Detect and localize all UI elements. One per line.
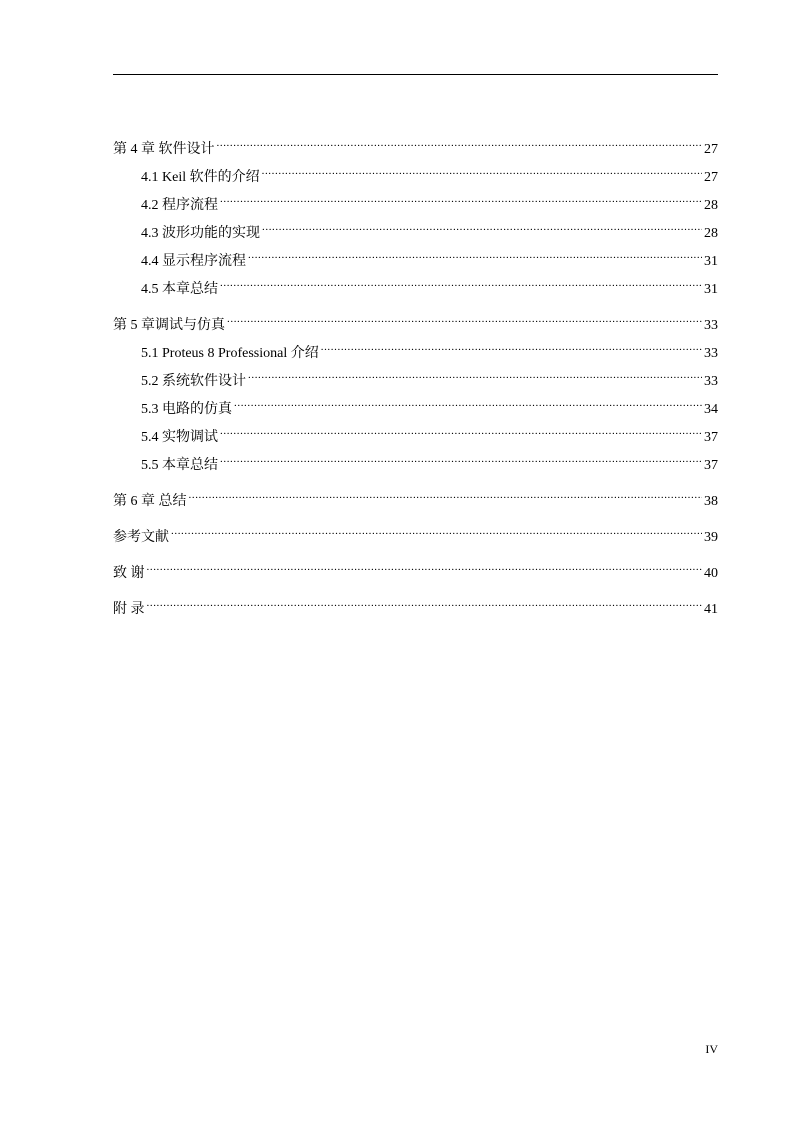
toc-entry-page: 27 [704, 142, 718, 157]
toc-section-entry[interactable] [113, 392, 718, 420]
toc-chapter-entry[interactable] [113, 556, 718, 584]
toc-entry-title: 4.4 显示程序流程 [141, 254, 246, 269]
toc-dot-leader [171, 520, 702, 541]
toc-dot-leader [248, 364, 702, 385]
toc-section-entry[interactable] [113, 336, 718, 364]
toc-section-entry[interactable] [113, 364, 718, 392]
toc-section-entry[interactable] [113, 272, 718, 300]
toc-entry-title: 4.3 波形功能的实现 [141, 226, 260, 241]
toc-entry-title: 4.2 程序流程 [141, 198, 218, 213]
toc-entry-title: 4.5 本章总结 [141, 282, 218, 297]
toc-entry-page: 34 [704, 402, 718, 417]
toc-entry-page: 28 [704, 226, 718, 241]
toc-entry-page: 33 [704, 318, 718, 333]
toc-dot-leader [227, 308, 702, 329]
toc-entry-title: 5.3 电路的仿真 [141, 402, 232, 417]
toc-chapter-entry[interactable] [113, 484, 718, 512]
toc-entry-title: 第 6 章 总结 [113, 494, 187, 509]
toc-entry-title: 附 录 [113, 602, 145, 617]
toc-entry-page: 31 [704, 282, 718, 297]
toc-chapter-entry[interactable] [113, 520, 718, 548]
toc-dot-leader [234, 392, 702, 413]
toc-entry-page: 37 [704, 458, 718, 473]
toc-entry-title: 参考文献 [113, 530, 169, 545]
toc-entry-page: 27 [704, 170, 718, 185]
page-number: IV [705, 1042, 718, 1056]
toc-entry-page: 41 [704, 602, 718, 617]
toc-section-entry[interactable] [113, 448, 718, 476]
toc-entry-page: 37 [704, 430, 718, 445]
toc-section-entry[interactable] [113, 216, 718, 244]
toc-section-entry[interactable] [113, 188, 718, 216]
toc-dot-leader [262, 216, 702, 237]
toc-entry-page: 39 [704, 530, 718, 545]
toc-section-entry[interactable] [113, 420, 718, 448]
toc-dot-leader [220, 188, 702, 209]
toc-entry-page: 40 [704, 566, 718, 581]
toc-chapter-entry[interactable] [113, 592, 718, 620]
toc-entry-title: 5.1 Proteus 8 Professional 介绍 [141, 346, 319, 361]
toc-entry-page: 33 [704, 374, 718, 389]
toc-dot-leader [189, 484, 703, 505]
toc-entry-title: 5.2 系统软件设计 [141, 374, 246, 389]
toc-entry-page: 33 [704, 346, 718, 361]
toc-entry-title: 致 谢 [113, 566, 145, 581]
toc-section-entry[interactable] [113, 160, 718, 188]
header-rule [113, 74, 718, 75]
table-of-contents [113, 132, 718, 620]
toc-entry-title: 5.5 本章总结 [141, 458, 218, 473]
toc-dot-leader [220, 448, 702, 469]
toc-dot-leader [220, 272, 702, 293]
toc-section-entry[interactable] [113, 244, 718, 272]
toc-entry-title: 4.1 Keil 软件的介绍 [141, 170, 260, 185]
toc-entry-page: 38 [704, 494, 718, 509]
toc-entry-title: 第 4 章 软件设计 [113, 142, 215, 157]
toc-dot-leader [248, 244, 702, 265]
toc-dot-leader [321, 336, 702, 357]
toc-dot-leader [220, 420, 702, 441]
toc-entry-page: 31 [704, 254, 718, 269]
toc-dot-leader [217, 132, 703, 153]
toc-chapter-entry[interactable] [113, 308, 718, 336]
toc-dot-leader [147, 592, 703, 613]
toc-entry-title: 第 5 章调试与仿真 [113, 318, 225, 333]
toc-dot-leader [262, 160, 702, 181]
toc-dot-leader [147, 556, 703, 577]
toc-entry-title: 5.4 实物调试 [141, 430, 218, 445]
toc-entry-page: 28 [704, 198, 718, 213]
toc-chapter-entry[interactable] [113, 132, 718, 160]
